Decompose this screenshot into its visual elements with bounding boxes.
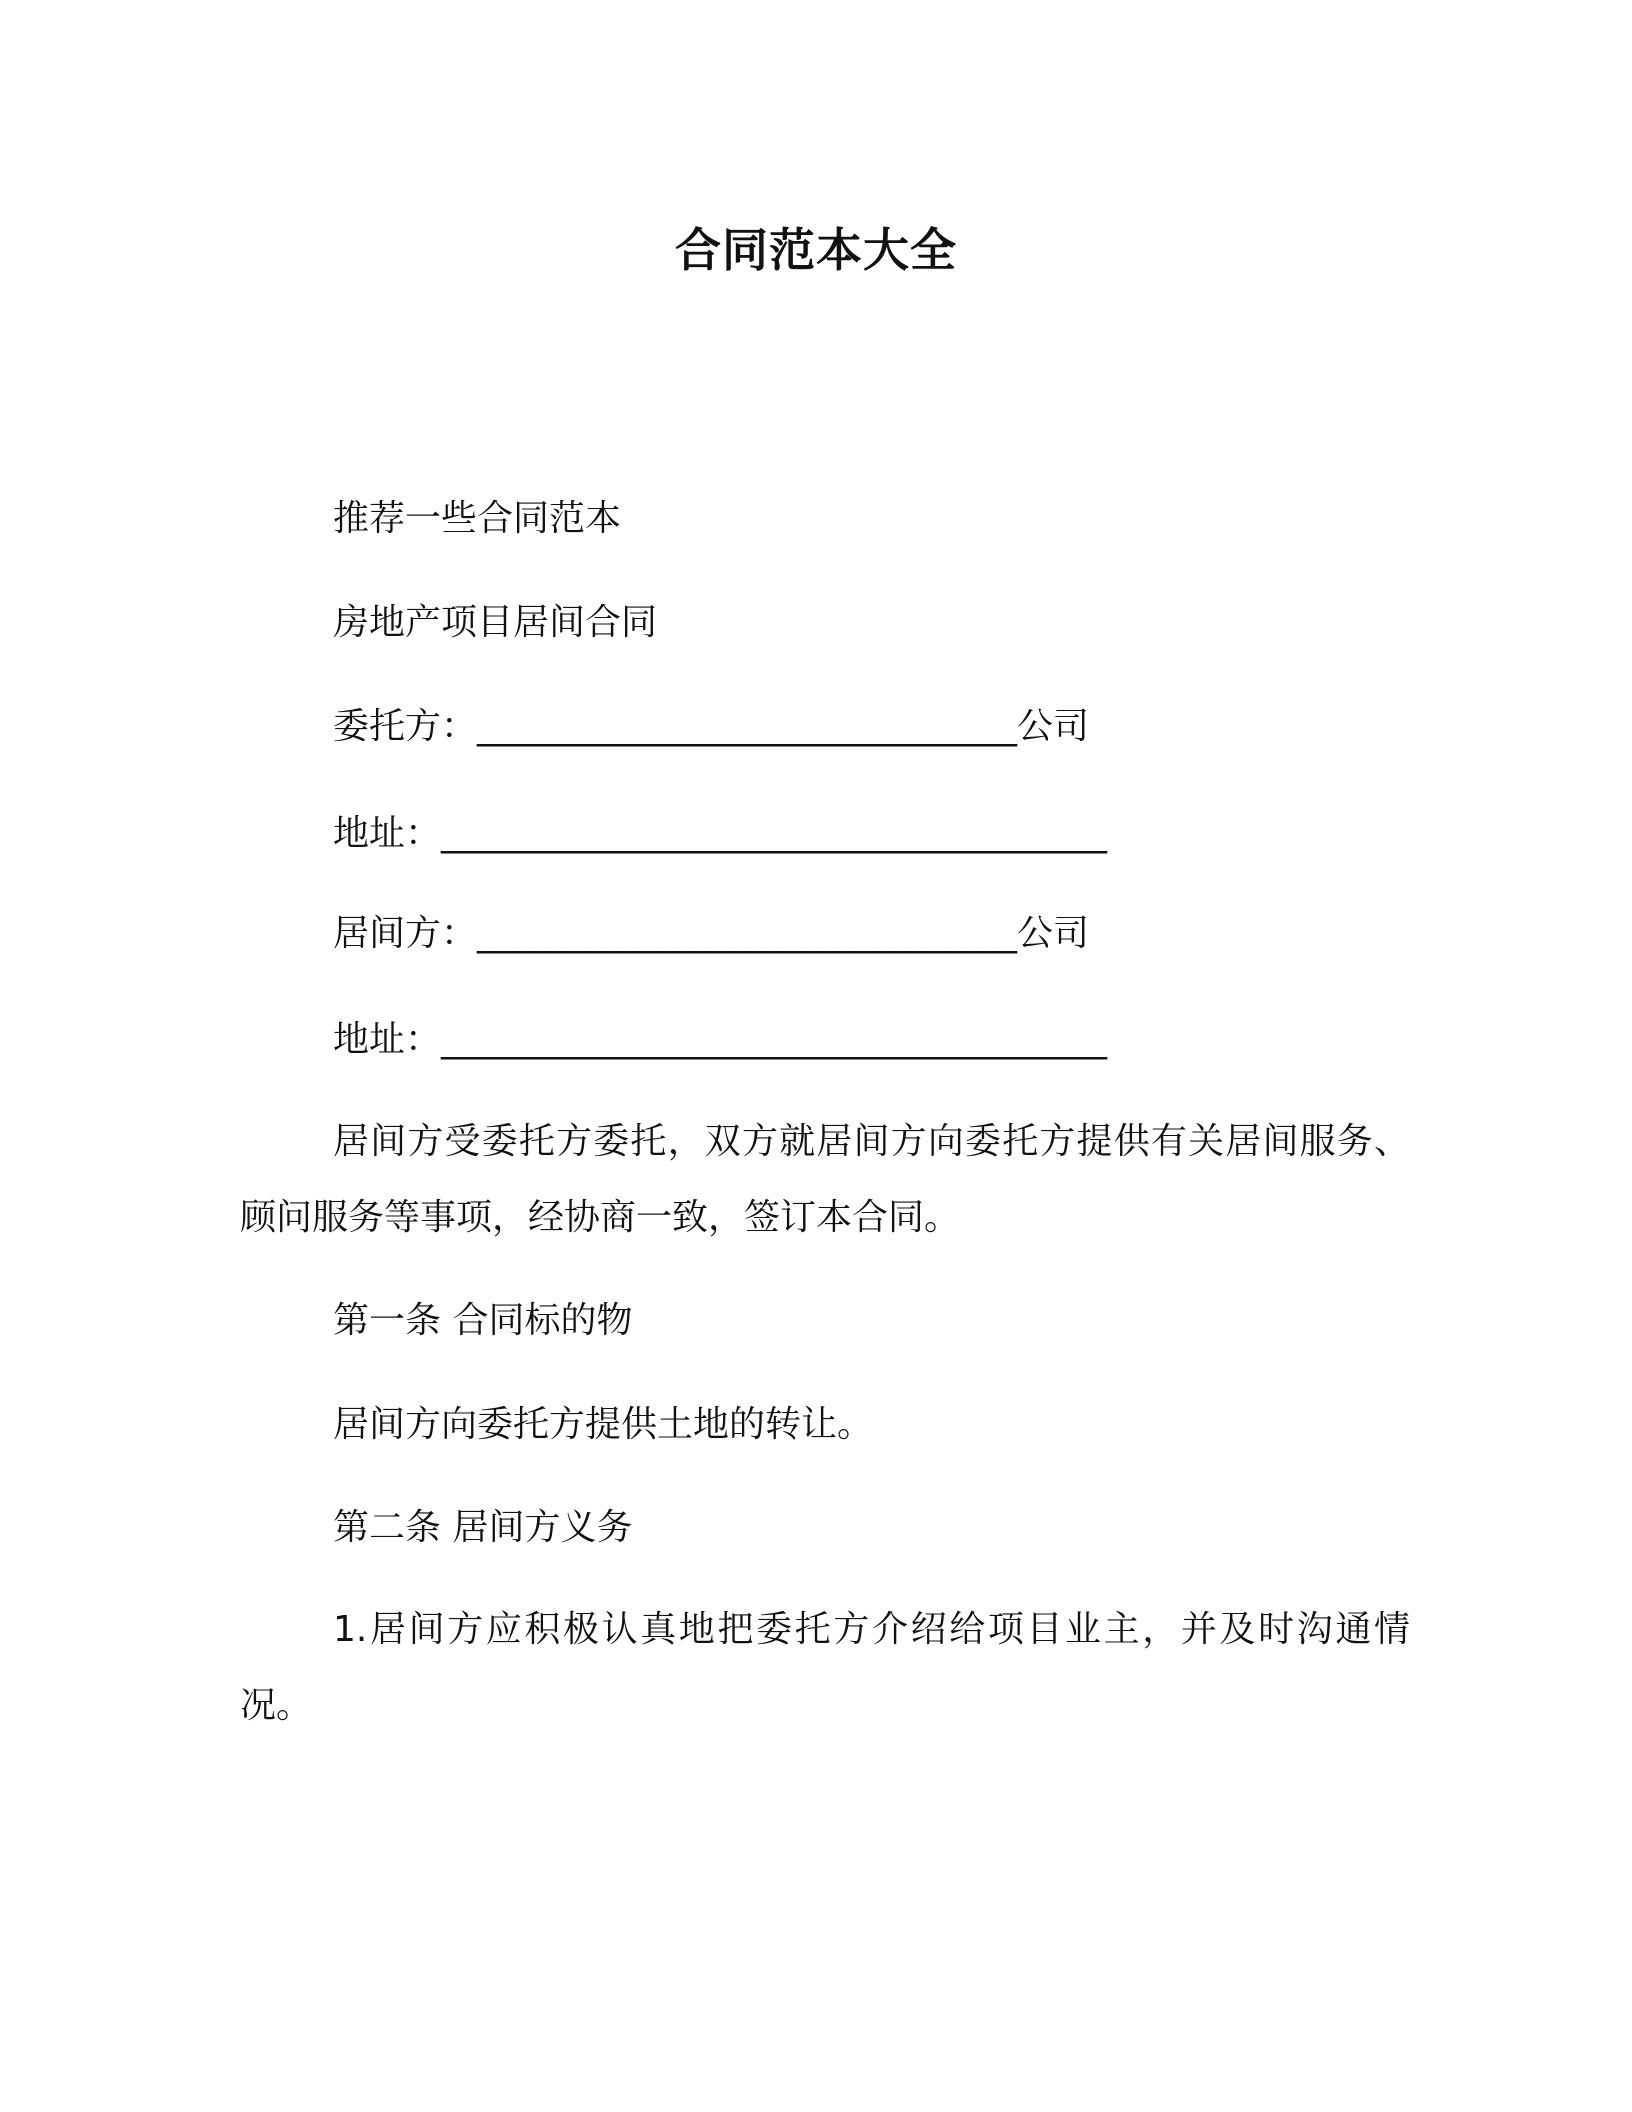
- article2-heading: 第二条 居间方义务: [333, 1507, 633, 1548]
- article1-heading: 第一条 合同标的物: [333, 1300, 633, 1341]
- article1-body: 居间方向委托方提供土地的转让。: [333, 1404, 874, 1445]
- contract-name: 房地产项目居间合同: [333, 602, 658, 643]
- document-title: 合同范本大全: [675, 223, 957, 277]
- client-address-line: 地址：_____________________________________: [333, 813, 1108, 854]
- client-party-line: 委托方：______________________________公司: [333, 706, 1090, 747]
- intro-paragraph: 居间方受委托方委托，双方就居间方向委托方提供有关居间服务、顾问服务等事项，经协商一致，签订本合同。: [240, 1121, 1410, 1238]
- article2-item1: 1.居间方应积极认真地把委托方介绍给项目业主，并及时沟通情况。: [240, 1609, 1410, 1726]
- broker-party-line: 居间方：______________________________公司: [333, 913, 1090, 954]
- broker-address-line: 地址：_____________________________________: [333, 1019, 1108, 1060]
- recommend-line: 推荐一些合同范本: [333, 498, 622, 539]
